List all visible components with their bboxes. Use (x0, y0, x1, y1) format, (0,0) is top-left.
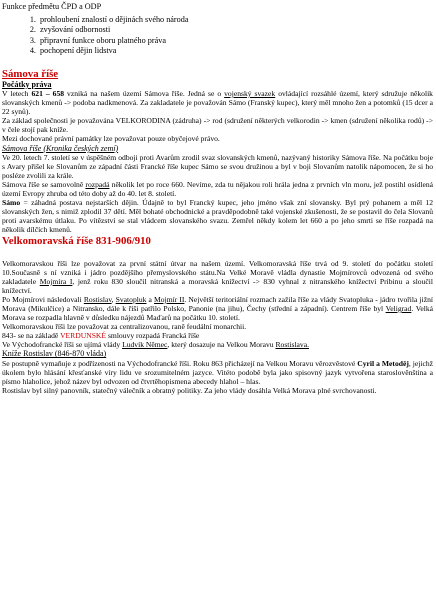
vm-paragraph-7: Rostislav byl silný panovník, statečný válečník a obratný politiky. Za jeho vlády dosáhla Velká Morava plné svrchovanosti. (2, 385, 377, 395)
link-mojmir-i[interactable]: Mojmíra I (39, 276, 73, 286)
link-rostislava[interactable]: Rostislava. (275, 340, 309, 350)
samo-paragraph-6: Sámo = záhadná postava nejstarších dějin. Údajně to byl Francký kupec, jeho jméno však zní slovansky. Byl prý pohanem a měl 12 slovanských žen, s nimiž zplodil 37 dětí. Měl bohaté obchodnické a pravděpodobně také vojenské zkušenosti, že se postavil do čela Slovanů proti avarskému útlaku. Po vítězství se stal vládcem slovanského svazu. Zemřel někdy kolem let 660 a po jeho smrti se říše rozpadá na několik dílčích kmenů. (2, 198, 433, 235)
vm-title: Velkomoravská říše 831-906/910 (2, 234, 151, 247)
vm-paragraph-4: 843- se na základě VERDUNSKÉ smlouvy rozpadá Francká říše (2, 331, 200, 341)
samo-subtitle-2: Sámova říše (Kronika českých zemí) (2, 143, 119, 153)
samo-paragraph-5: Sámova říše se samovolně rozpadá několik let po roce 660. Nevíme, zda tu nějakou roli hrála jedna z prvních vln moru, jež postihl osídlená území Evropy zhruba od této doby až do 40. let 8. století. (2, 179, 433, 199)
vm-paragraph-1: Velkomoravskou říši lze považovat za první státní útvar na našem území. Velkomoravská říše trvá od 9. století do počátku století 10.Současně s ní vzniká i jádro pozdějšího přemyslovského státu.Na Velké Moravě vládla dynastie Mojmírovců odvozená od svého zakladatele Mojmíra I, jenž roku 830 sloučil nitranská a moravská knížectví -> 830 vyhnal z nitranského knížectví Pribinu a sloučil knížectví. (2, 258, 433, 295)
link-mojmir-ii[interactable]: Mojmír II (154, 294, 185, 304)
samo-title: Sámova říše (2, 67, 59, 80)
samo-paragraph-1: V letech 621 – 658 vzniká na našem území Sámova říše. Jedná se o vojenský svazek ovládající rozsáhlé území, který sdružuje několik slovanských kmenů -> podoba nadkmenová. Za zakladatele je považován Sámo (Franský kupec), který měl mnoho žen a potomků (15 dcer a 22 synů). (2, 89, 433, 117)
goal-item: 4. pochopení dějin lidstva (38, 46, 433, 56)
document (2, 2, 433, 395)
vm-paragraph-3: Velkomoravskou říši lze považovat za centralizovanou, raně feudální monarchii. (2, 322, 247, 332)
goal-item: 3. připravní funkce oboru platného práva (38, 36, 433, 46)
vm-paragraph-5: Ve Východofrancké říši se ujímá vlády Ludvík Němec, který dosazuje na Velkou Moravu Rostislava. (2, 340, 309, 350)
samo-subtitle: Počátky práva (2, 79, 52, 89)
link-ludvik-nemec[interactable]: Ludvík Němec (122, 340, 168, 350)
link-rostislav[interactable]: Rostislav (83, 294, 112, 304)
vm-subtitle-rostislav: Kníže Rostislav (846-870 vláda) (2, 349, 107, 359)
link-rozpada[interactable]: rozpadá (85, 179, 110, 189)
link-veligrad[interactable]: Veligrad (385, 303, 412, 313)
vm-paragraph-6: Se postupně vymaňuje z podřízenosti na Východofrancké říši. Roku 863 přicházejí na Velkou Moravu věrozvěstové Cyril a Metoděj, jejichž úkolem bylo hlásání křesťanské víry lidu ve srozumitelném jazyce. Vitéto podobě byla jako spisovný jazyk vytvořena staroslověnština a písmo hlaholice, jehož název byl odvozen od čtvrtěhopismena abecedy hlahol – hlas. (2, 358, 433, 386)
vm-paragraph-2: Po Mojmírovi následovali Rostislav, Svatopluk a Mojmír II. Největší teritoriální rozmach zažila říše za vlády Svatopluka - jádro tvořila jižní Morava (Mikulčice) a Nitransko, dále k říši patřilo Polsko, Panonie (na jihu), Čechy (střední a západní). Centrem říše byl Veligrad. Velká Morava se rozpadla hlavně v důsledku nájezdů Maďarů na počátku 10. století. (2, 294, 434, 323)
samo-paragraph-4: Ve 20. letech 7. století se v úspěšném odboji proti Avarům zrodil svaz slovanských kmenů, nazývaný historiky Sámova říše. Na počátku boje s Avary přišel ke Slovanům ze západní části Francké říše kupec Sámo se svou družinou a byl v boji Slovanům natolik nápomocen, že si ho posléze zvolili za krále. (2, 152, 433, 180)
intro-line: Funkce předmětu ČPD a ODP (2, 2, 102, 11)
verdun-highlight: VERDUNSKÉ (60, 331, 107, 341)
goals-list (2, 15, 433, 56)
samo-paragraph-3: Mezi dochované právní památky lze považovat pouze obyčejové právo. (2, 134, 220, 144)
samo-paragraph-2: Za základ společnosti je považována VELKORODINA (zádruha) -> rod (sdružení některých velkorodin -> kmen (sdružení několika rodů) -> v čele stojí pak kníže. (2, 116, 433, 135)
goal-item: 1. prohloubení znalostí o dějinách svého národa (38, 15, 433, 25)
link-vojensky-svazek[interactable]: vojenský svazek (224, 89, 276, 98)
goal-item: 2. zvyšování odbornosti (38, 25, 433, 35)
link-svatopluk[interactable]: Svatopluk (115, 294, 147, 304)
